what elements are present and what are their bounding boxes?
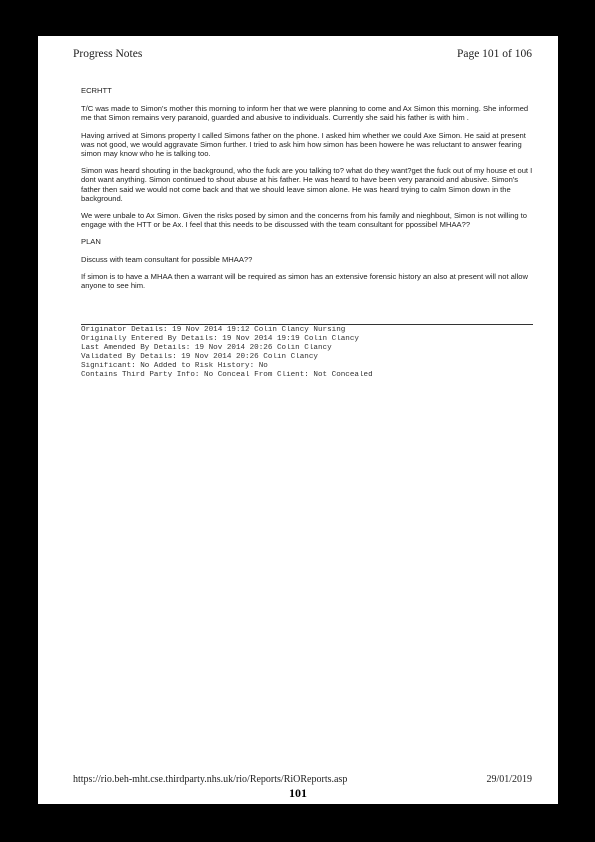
entered-by-details: Originally Entered By Details: 19 Nov 2014 19:19 Colin Clancy bbox=[81, 335, 359, 344]
originator-details: Originator Details: 19 Nov 2014 19:12 Colin Clancy Nursing bbox=[81, 326, 346, 334]
note-metadata bbox=[81, 326, 533, 377]
plan-item-1: Discuss with team consultant for possible MHAA?? bbox=[81, 254, 253, 264]
note-paragraph-3: Simon was heard shouting in the background, who the fuck are you talking to? what do they want?get the fuck out of my house et out I dont want anything. Simon continued to shout abuse at his father. He was heard to have been very paranoid and abusive. Simon's father then said we would not come back and that we should leave simon alone. He was heard trying to calm Simon down in the background. bbox=[81, 166, 533, 203]
plan-item-2: If simon is to have a MHAA then a warrant will be required as simon has an extensive forensic history an also at present will not allow anyone to see him. bbox=[81, 271, 528, 291]
validated-by-details: Validated By Details: 19 Nov 2014 20:26 Colin Clancy bbox=[81, 353, 318, 362]
header-page-indicator: Page 101 of 106 bbox=[456, 48, 532, 60]
footer-url: https://rio.beh-mht.cse.thirdparty.nhs.uk/rio/Reports/RiOReports.asp bbox=[73, 774, 348, 785]
significant-details: Significant: No Added to Risk History: No bbox=[81, 362, 268, 371]
amended-by-details: Last Amended By Details: 19 Nov 2014 20:26 Colin Clancy bbox=[81, 344, 332, 353]
section-divider bbox=[81, 324, 533, 325]
header-title: Progress Notes bbox=[73, 48, 143, 60]
note-paragraph-1: T/C was made to Simon's mother this morning to inform her that we were planning to come and Ax Simon this morning. She informed me that Simon remains very paranoid, guarded and abusive to individuals. Currently she said his father is with him . bbox=[81, 104, 529, 123]
page-number: 101 bbox=[289, 786, 307, 800]
footer-date: 29/01/2019 bbox=[486, 774, 532, 785]
document-page bbox=[38, 36, 558, 804]
plan-heading: PLAN bbox=[81, 237, 101, 247]
third-party-details: Contains Third Party Info: No Conceal From Client: Not Concealed bbox=[81, 371, 373, 378]
note-paragraph-4: We were unbale to Ax Simon. Given the risks posed by simon and the concerns from his family and nieghbout, Simon is not willing to engage with the HTT or be Ax. I feel that this needs to be discussed with the team consultant for ppossibel MHAA?? bbox=[81, 211, 528, 230]
progress-note-body bbox=[81, 86, 533, 298]
note-paragraph-2: Having arrived at Simons property I called Simons father on the phone. I asked him whether we could Axe Simon. He said at present was not good, we would aggravate Simon further. I tried to ask him how simon has been howere he was reluctant to answer fearing simon may know who he is talking too. bbox=[81, 130, 526, 159]
note-team-code: ECRHTT bbox=[81, 86, 112, 95]
